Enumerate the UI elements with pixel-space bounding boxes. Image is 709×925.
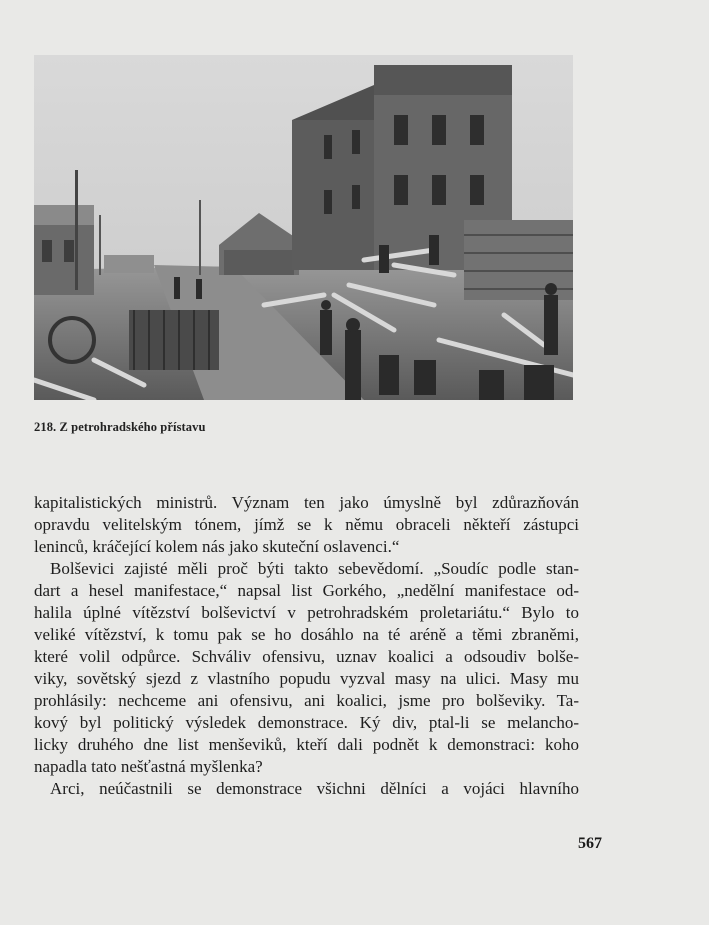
text-line: kový byl politický výsledek demonstrace. Ký div, ptal-li se melancho- bbox=[34, 713, 579, 732]
text-line: Bolševici zajisté měli proč býti takto sebevědomí. „Soudíc podle stan- bbox=[50, 559, 579, 578]
text-line: licky druhého dne list menševiků, kteří dali podnět k demonstraci: koho bbox=[34, 735, 579, 754]
text-line: napadla tato nešťastná myšlenka? bbox=[34, 757, 263, 776]
text-line: které volil odpůrce. Schváliv ofensivu, uznav koalici a odsoudiv bolše- bbox=[34, 647, 579, 666]
harbor-photo-illustration bbox=[34, 55, 573, 400]
text-line: veliké vítězství, k tomu pak se ho dosáhlo na té aréně a těmi zbraněmi, bbox=[34, 625, 579, 644]
text-line: prohlásily: nechceme ani ofensivu, ani koalici, jsme pro bolševiky. Ta- bbox=[34, 691, 579, 710]
harbor-photograph bbox=[34, 55, 573, 400]
figure-caption: 218. Z petrohradského přístavu bbox=[34, 420, 206, 434]
text-line: dart a hesel manifestace,“ napsal list Gorkého, „nedělní manifestace od- bbox=[34, 581, 579, 600]
text-line: viky, sovětský sjezd z vlastního popudu vyzval masy na ulici. Masy mu bbox=[34, 669, 579, 688]
text-line: kapitalistických ministrů. Význam ten jako úmyslně byl zdůrazňován bbox=[34, 493, 579, 512]
text-line: halila úplné vítězství bolševictví v petrohradském proletariátu.“ Bylo to bbox=[34, 603, 579, 622]
text-line: opravdu velitelským tónem, jímž se k němu obraceli někteří zástupci bbox=[34, 515, 579, 534]
body-text bbox=[34, 492, 579, 800]
page-number: 567 bbox=[578, 835, 602, 852]
text-line: Arci, neúčastnili se demonstrace všichni dělníci a vojáci hlavního bbox=[50, 779, 579, 798]
text-line: leninců, kráčející kolem nás jako skuteční oslavenci.“ bbox=[34, 537, 400, 556]
